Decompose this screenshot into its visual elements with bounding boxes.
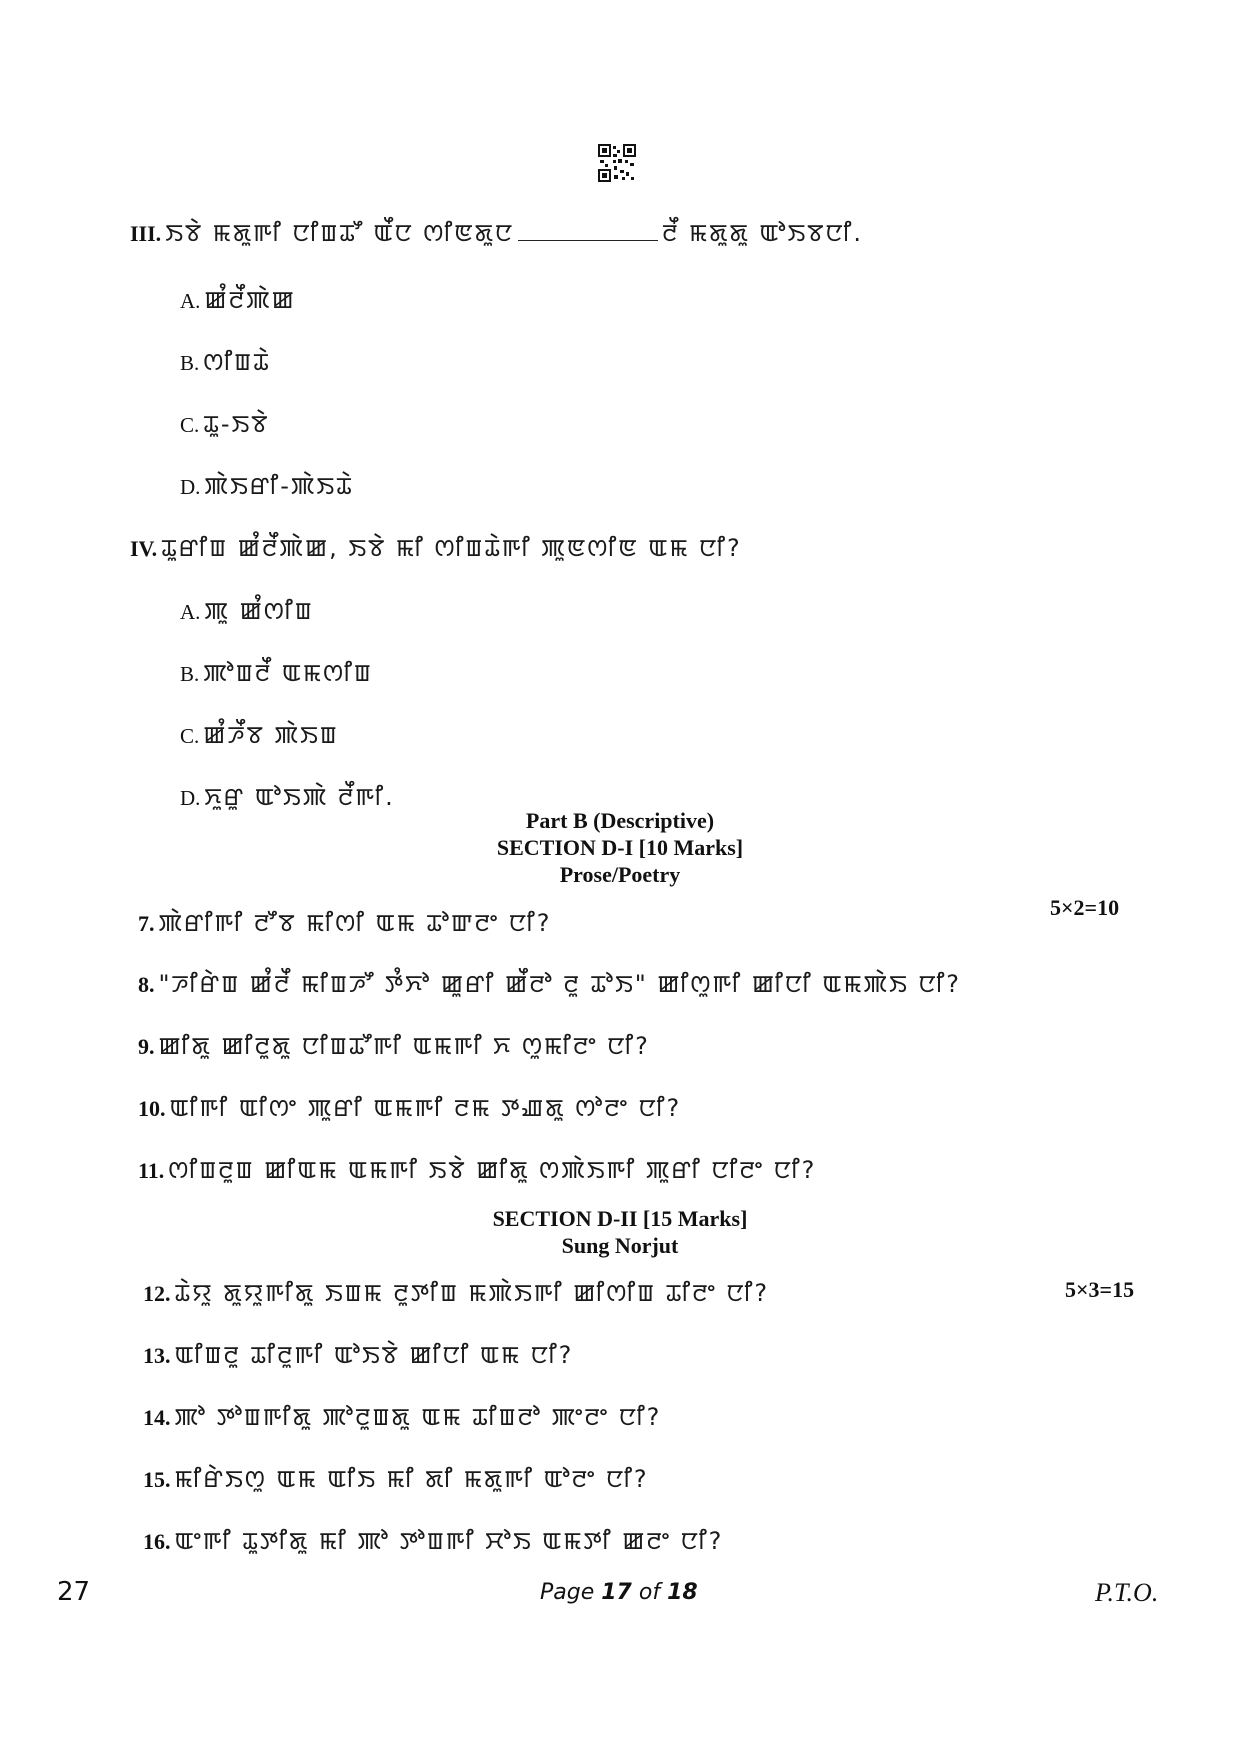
- question-number: III.: [130, 221, 162, 246]
- question-text: ꯏꯕꯥ ꯃꯗꯨꯒꯤ ꯅꯤꯡꯊꯧ ꯑꯩꯅ ꯁꯤꯟꯗꯨꯅ: [165, 219, 514, 247]
- section-d2-title: SECTION D-II [15 Marks]: [492, 1206, 748, 1231]
- question-text: ꯁꯤꯡꯂꯨꯡ ꯀꯤꯑꯃ ꯑꯃꯒꯤ ꯏꯕꯥ ꯀꯤꯗꯨ ꯁꯄꯥꯏꯒꯤ ꯄꯨꯔꯤ ꯅꯤꯂꯦ ꯅꯤ?: [168, 1156, 817, 1184]
- page-prefix: Page: [540, 1580, 595, 1605]
- question-9: [138, 1028, 650, 1062]
- question-number: 11.: [138, 1158, 165, 1183]
- option-a: [180, 282, 296, 316]
- option-c: [180, 406, 270, 440]
- option-c: [180, 717, 339, 751]
- pto-label: P.T.O.: [1095, 1578, 1159, 1607]
- section-d1-title: SECTION D-I [10 Marks]: [496, 835, 744, 860]
- option-b: [180, 344, 271, 378]
- page-number: [540, 1580, 698, 1605]
- option-letter: A.: [180, 600, 201, 624]
- question-number: 8.: [138, 972, 155, 997]
- option-text: ꯀꯪꯍꯩꯕ ꯄꯥꯏꯡ: [203, 721, 339, 749]
- option-d: [180, 779, 395, 813]
- question-11: [138, 1152, 816, 1186]
- question-text: ꯊꯨꯔꯤꯡ ꯀꯪꯂꯩꯄꯥꯀ, ꯏꯕꯥ ꯃꯤ ꯁꯤꯡꯊꯥꯒꯤ ꯄꯨꯟꯁꯤꯟ ꯑꯃ ꯅꯤ?: [161, 534, 742, 562]
- option-a: [180, 593, 314, 627]
- question-10: [138, 1090, 681, 1124]
- part-b-title: Part B (Descriptive): [525, 808, 715, 833]
- option-d: [180, 468, 354, 502]
- option-letter: B.: [180, 662, 200, 686]
- paper-code: 27: [57, 1577, 91, 1607]
- question-8: [138, 966, 961, 1000]
- option-text: ꯄꯨ ꯀꯪꯁꯤꯡ: [204, 597, 314, 625]
- option-text: ꯈꯨꯔꯨ ꯑꯣꯏꯄꯥ ꯂꯩꯒꯤ.: [204, 783, 395, 811]
- question-number: 15.: [143, 1467, 171, 1492]
- question-text: ꯃꯤꯔꯥꯏꯁꯨ ꯑꯃ ꯑꯤꯏ ꯃꯤ ꯗꯤ ꯃꯗꯨꯒꯤ ꯑꯣꯂꯦ ꯅꯤ?: [174, 1465, 649, 1493]
- option-text: ꯀꯪꯂꯩꯄꯥꯀ: [204, 286, 296, 314]
- question-7: [138, 905, 551, 939]
- question-number: IV.: [130, 536, 158, 561]
- question-number: 7.: [138, 911, 155, 936]
- section-d2-marks: 5×3=15: [1065, 1277, 1135, 1302]
- question-text: ꯄꯥꯔꯤꯒꯤ ꯂꯧꯕ ꯃꯤꯁꯤ ꯑꯃ ꯊꯣꯛꯂꯦ ꯅꯤ?: [158, 909, 552, 937]
- question-text: ꯑꯦꯒꯤ ꯊꯨꯇꯤꯗꯨ ꯃꯤ ꯄꯣ ꯇꯣꯡꯒꯤ ꯆꯣꯏ ꯑꯃꯇꯤ ꯀꯂꯦ ꯅꯤ?: [174, 1527, 724, 1555]
- question-13: [143, 1337, 573, 1371]
- question-text: ꯀꯤꯗꯨ ꯀꯤꯂꯨꯗꯨ ꯅꯤꯡꯊꯧꯒꯤ ꯑꯃꯒꯤ ꯈ ꯁꯨꯃꯤꯂꯦ ꯅꯤ?: [158, 1032, 650, 1060]
- question-number: 10.: [138, 1096, 166, 1121]
- option-letter: D.: [180, 475, 201, 499]
- question-text: ꯊꯥꯌꯨ ꯗꯨꯌꯨꯒꯤꯗꯨ ꯏꯡꯃ ꯂꯨꯇꯤꯡ ꯃꯄꯥꯏꯒꯤ ꯀꯤꯁꯤꯡ ꯊꯤꯂꯦ ꯅꯤ?: [174, 1279, 770, 1307]
- question-number: 16.: [143, 1529, 171, 1554]
- question-number: 14.: [143, 1405, 171, 1430]
- option-letter: C.: [180, 413, 200, 437]
- question-iii: [130, 215, 863, 249]
- question-iv: [130, 530, 742, 564]
- option-b: [180, 655, 373, 689]
- question-text: ꯄꯣ ꯇꯣꯡꯒꯤꯗꯨ ꯄꯣꯂꯨꯡꯗꯨ ꯑꯃ ꯊꯤꯡꯂꯣ ꯄꯦꯂꯦ ꯅꯤ?: [174, 1403, 662, 1431]
- question-number: 13.: [143, 1343, 171, 1368]
- question-12: [143, 1275, 769, 1309]
- question-text: ꯑꯤꯒꯤ ꯑꯤꯁꯦ ꯄꯨꯔꯤ ꯑꯃꯒꯤ ꯂꯃ ꯇꯉꯗꯨ ꯁꯣꯂꯦ ꯅꯤ?: [169, 1094, 682, 1122]
- option-text: ꯄꯣꯡꯂꯩ ꯑꯃꯁꯤꯡ: [203, 659, 373, 687]
- question-text: "ꯍꯤꯔꯥꯡ ꯀꯪꯂꯩ ꯃꯤꯡꯍꯧ ꯇꯪꯈꯣ ꯀꯨꯔꯤ ꯀꯩꯂꯣ ꯂꯨ ꯊꯣꯏ" ꯀꯤꯁꯨꯒꯤ ꯀꯤꯅꯤ ꯑꯃꯄꯥꯏ ꯅꯤ?: [158, 970, 962, 998]
- question-number: 12.: [143, 1281, 171, 1306]
- question-text-tail: ꯂꯩ ꯃꯗꯨꯗꯨ ꯑꯣꯏꯕꯅꯤ.: [662, 219, 863, 247]
- question-15: [143, 1461, 649, 1495]
- option-letter: A.: [180, 289, 201, 313]
- fill-in-blank: [518, 222, 658, 241]
- question-14: [143, 1399, 661, 1433]
- option-text: ꯊꯨ-ꯏꯕꯥ: [203, 410, 270, 438]
- qr-code-icon: [598, 144, 636, 182]
- page-total: 18: [667, 1580, 698, 1605]
- section-d1-subtitle: Prose/Poetry: [559, 862, 681, 887]
- option-letter: B.: [180, 351, 200, 375]
- section-d2-subtitle: Sung Norjut: [561, 1233, 679, 1258]
- page-of: of: [638, 1580, 661, 1605]
- page-current: 17: [601, 1580, 632, 1605]
- question-text: ꯑꯤꯡꯂꯨ ꯊꯤꯂꯨꯒꯤ ꯑꯣꯏꯕꯥ ꯀꯤꯅꯤ ꯑꯃ ꯅꯤ?: [174, 1341, 574, 1369]
- option-text: ꯁꯤꯡꯊꯥ: [203, 348, 271, 376]
- question-number: 9.: [138, 1034, 155, 1059]
- section-d1-marks: 5×2=10: [1050, 895, 1120, 920]
- option-letter: D.: [180, 786, 201, 810]
- question-16: [143, 1523, 723, 1557]
- option-text: ꯄꯥꯏꯔꯤ-ꯄꯥꯏꯊꯥ: [204, 472, 354, 500]
- option-letter: C.: [180, 724, 200, 748]
